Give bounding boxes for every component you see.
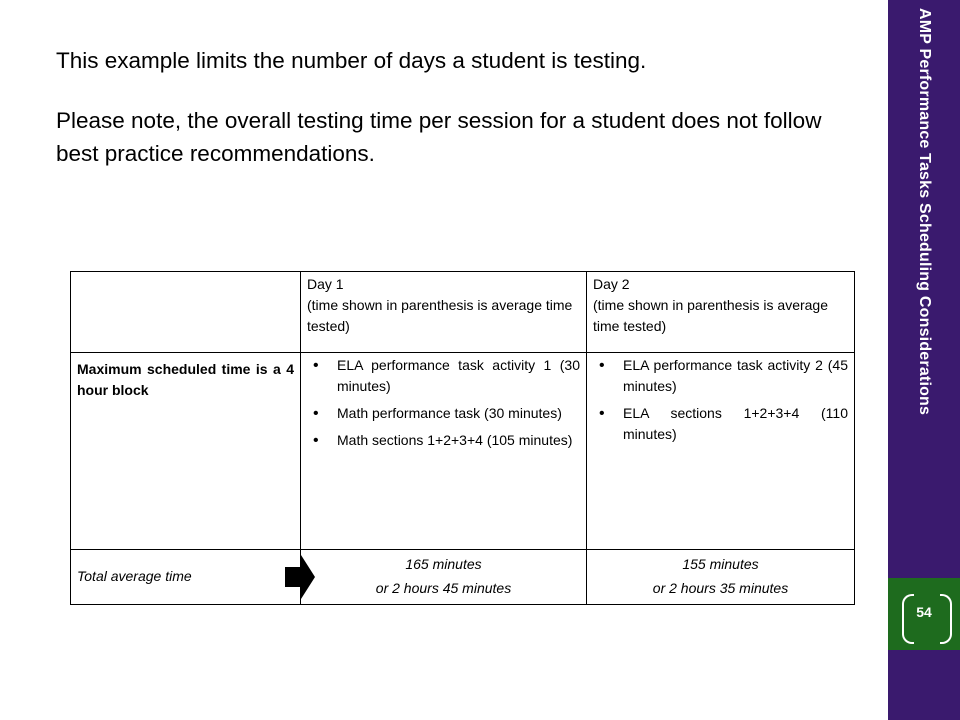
day1-note: (time shown in parenthesis is average time tested) [307,297,573,334]
day1-activities-cell [301,353,587,550]
day1-activity-list [307,355,580,451]
list-item: • Math sections 1+2+3+4 (105 minutes) [307,430,580,451]
list-item: • ELA performance task activity 2 (45 minutes) [593,355,848,397]
table-total-row [71,550,855,605]
day1-total-minutes: 165 minutes [405,556,482,572]
list-item: • Math performance task (30 minutes) [307,403,580,424]
schedule-table [70,271,855,605]
sidebar-title-text: AMP Performance Tasks Scheduling Considerations [916,8,933,416]
day2-title: Day 2 [593,276,630,292]
day2-total-cell [587,550,855,605]
row-label-max-time: Maximum scheduled time is a 4 hour block [71,353,301,550]
day1-total-cell [301,550,587,605]
intro-line-2: Please note, the overall testing time per session for a student does not follow best practice recommendations. [56,108,822,166]
sidebar-title [888,0,960,576]
day2-activities-cell [587,353,855,550]
list-item: • ELA sections 1+2+3+4 (110 minutes) [593,403,848,445]
day2-total-hours: or 2 hours 35 minutes [652,580,789,596]
header-empty-cell [71,272,301,353]
page-number: 54 [916,604,932,620]
right-arrow-icon [283,553,317,601]
header-day1-cell [301,272,587,353]
day2-total-minutes: 155 minutes [682,556,759,572]
day1-total-hours: or 2 hours 45 minutes [375,580,512,596]
list-item: • ELA performance task activity 1 (30 minutes) [307,355,580,397]
day1-title: Day 1 [307,276,344,292]
intro-line-1: This example limits the number of days a student is testing. [56,48,647,73]
day2-note: (time shown in parenthesis is average time tested) [593,297,829,334]
day2-activity-list [593,355,848,445]
header-day2-cell [587,272,855,353]
table-header-row [71,272,855,353]
intro-text [56,44,866,170]
total-label: Total average time [71,550,301,605]
table-row [71,353,855,550]
